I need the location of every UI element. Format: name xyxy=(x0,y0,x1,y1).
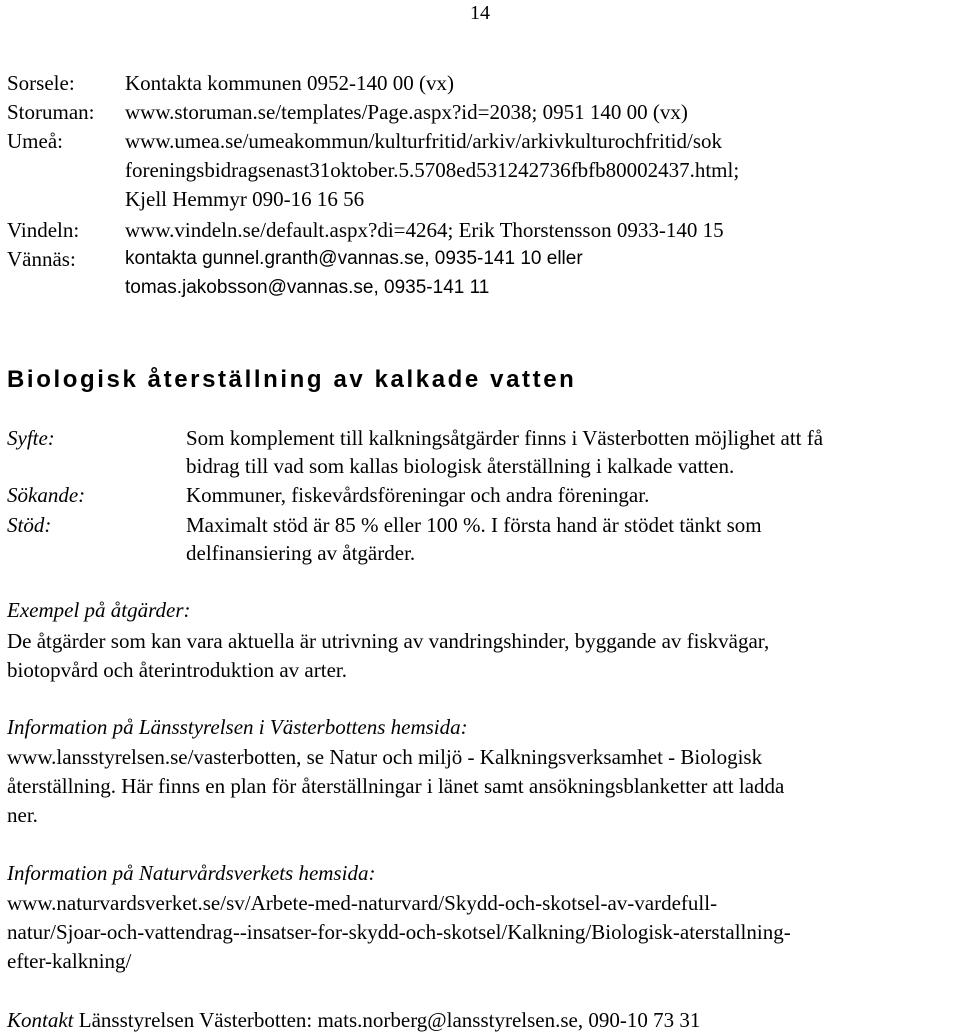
contact-text: tomas.jakobsson@vannas.se, 0935-141 11 xyxy=(125,277,490,298)
contact-link[interactable]: www.vindeln.se/default.aspx?di=4264; Erik Thorstensson 0933-140 15 xyxy=(125,218,724,242)
contact-link[interactable]: foreningsbidragsenast31oktober.5.5708ed531242736fbfb80002437.html; xyxy=(125,158,740,182)
lst-text-line1 xyxy=(7,743,762,772)
sokande-text: Kommuner, fiskevårdsföreningar och andra föreningar. xyxy=(186,483,650,507)
lst-text-rest: , se Natur och miljö - Kalkningsverksamhet - Biologisk xyxy=(296,745,763,769)
syfte-label: Syfte: xyxy=(7,426,55,450)
exempel-text-line2: biotopvård och återintroduktion av arter. xyxy=(7,658,347,682)
contact-label: Umeå: xyxy=(7,129,63,153)
nv-link-line1[interactable]: www.naturvardsverket.se/sv/Arbete-med-naturvard/Skydd-och-skotsel-av-vardefull- xyxy=(7,891,718,915)
kontakt-line xyxy=(7,1006,700,1035)
lst-text-line2: återställning. Här finns en plan för återställningar i länet samt ansökningsblanketter att ladda xyxy=(7,774,785,798)
page-number: 14 xyxy=(470,2,490,24)
stod-text-line1: Maximalt stöd är 85 % eller 100 %. I första hand är stödet tänkt som xyxy=(186,513,762,537)
stod-label: Stöd: xyxy=(7,513,52,537)
contact-label: Vännäs: xyxy=(7,247,76,271)
contact-label: Storuman: xyxy=(7,100,95,124)
contact-label: Vindeln: xyxy=(7,218,80,242)
exempel-text-line1: De åtgärder som kan vara aktuella är utrivning av vandringshinder, byggande av fiskvägar, xyxy=(7,629,770,653)
contact-text: Kjell Hemmyr 090-16 16 56 xyxy=(125,187,365,211)
contact-label: Sorsele: xyxy=(7,71,75,95)
syfte-text-line2: bidrag till vad som kallas biologisk återställning i kalkade vatten. xyxy=(186,454,735,478)
lst-heading: Information på Länsstyrelsen i Västerbottens hemsida: xyxy=(7,715,468,739)
nv-link-line3[interactable]: efter-kalkning/ xyxy=(7,949,132,973)
lst-link[interactable]: www.lansstyrelsen.se/vasterbotten xyxy=(7,745,297,769)
contact-text: kontakta gunnel.granth@vannas.se, 0935-141 10 eller xyxy=(125,248,583,269)
contact-link[interactable]: www.umea.se/umeakommun/kulturfritid/arkiv/arkivkulturochfritid/sok xyxy=(125,129,723,153)
lst-text-line3: ner. xyxy=(7,803,38,827)
section-title: Biologisk återställning av kalkade vatten xyxy=(7,366,577,393)
sokande-label: Sökande: xyxy=(7,483,86,507)
nv-heading: Information på Naturvårdsverkets hemsida: xyxy=(7,861,376,885)
nv-link-line2[interactable]: natur/Sjoar-och-vattendrag--insatser-for-skydd-och-skotsel/Kalkning/Biologisk-aterstallning- xyxy=(7,920,791,944)
kontakt-label: Kontakt xyxy=(7,1008,74,1032)
syfte-text-line1: Som komplement till kalkningsåtgärder finns i Västerbotten möjlighet att få xyxy=(186,426,824,450)
exempel-heading: Exempel på åtgärder: xyxy=(7,598,191,622)
contact-link[interactable]: www.storuman.se/templates/Page.aspx?id=2038; 0951 140 00 (vx) xyxy=(125,100,688,124)
contact-text: Kontakta kommunen 0952-140 00 (vx) xyxy=(125,71,454,95)
stod-text-line2: delfinansiering av åtgärder. xyxy=(186,541,416,565)
kontakt-text: Länsstyrelsen Västerbotten: mats.norberg@lansstyrelsen.se, 090-10 73 31 xyxy=(73,1008,701,1032)
